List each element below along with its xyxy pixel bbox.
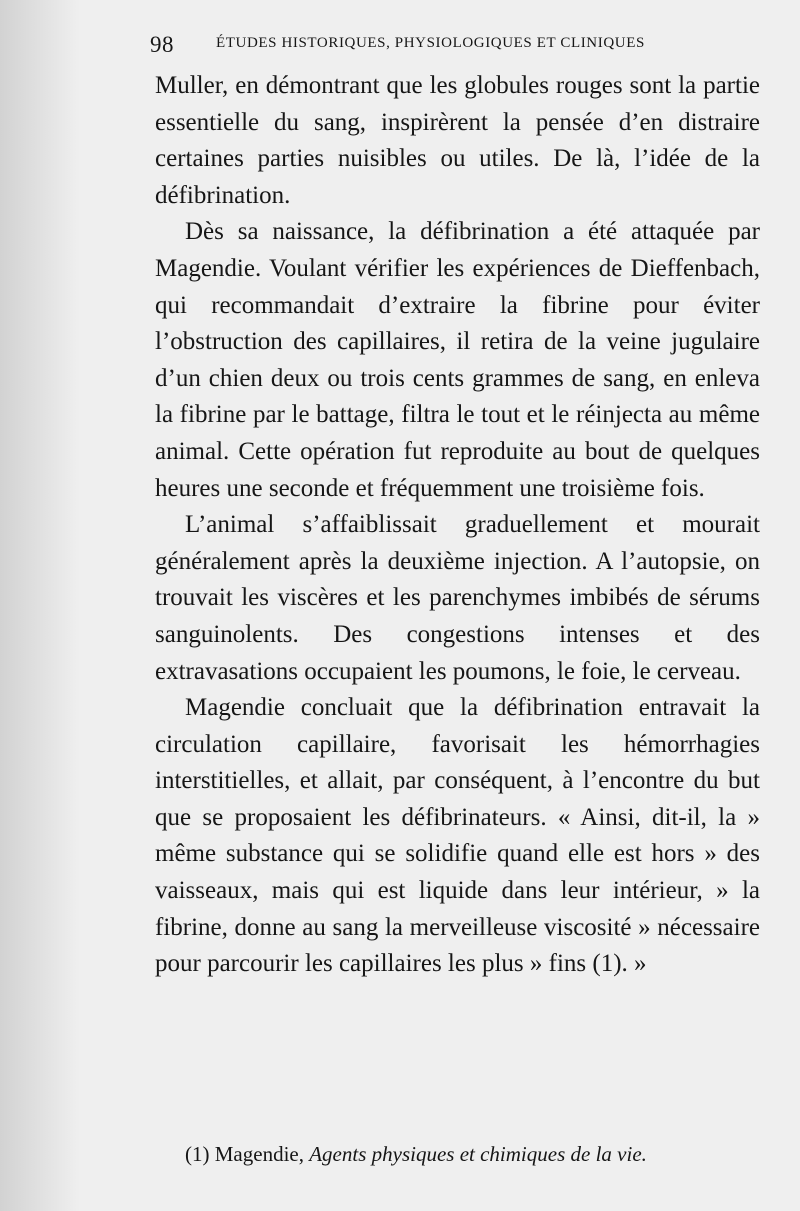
footnote-author: Magendie, bbox=[214, 1142, 304, 1166]
running-title: ÉTUDES HISTORIQUES, PHYSIOLOGIQUES ET CLINIQUES bbox=[216, 35, 645, 51]
paragraph-3: L’animal s’affaiblissait graduellement et mourait généralement après la deuxième injection. A l’autopsie, on trouvait les viscères et les parenchymes imbibés de sérums sanguinolents. Des congestions intenses et des extravasations occupaient les poumons, le foie, le cerveau. bbox=[155, 511, 760, 685]
paragraph-2: Dès sa naissance, la défibrination a été attaquée par Magendie. Voulant vérifier les expériences de Dieffenbach, qui recommandait d’extraire la fibrine pour éviter l’obstruction des capillaires, il retira de la veine jugulaire d’un chien deux ou trois cents grammes de sang, en enleva la fibrine par le battage, filtra le tout et le réinjecta au même animal. Cette opération fut reproduite au bout de quelques heures une seconde et fréquemment une troisième fois. bbox=[155, 218, 760, 502]
footnote-marker: (1) bbox=[185, 1142, 210, 1166]
footnote-title: Agents physiques et chimiques de la vie. bbox=[309, 1142, 647, 1166]
footnote bbox=[185, 1140, 745, 1168]
body-text bbox=[155, 68, 760, 983]
paragraph-1: Muller, en démontrant que les globules rouges sont la partie essentielle du sang, inspirèrent la pensée d’en distraire certaines parties nuisibles ou utiles. De là, l’idée de la défibrination. bbox=[155, 72, 760, 209]
paragraph-4: Magendie concluait que la défibrination entravait la circulation capillaire, favorisait les hémorrhagies interstitielles, et allait, par conséquent, à l’encontre du but que se proposaient les défibrinateurs. « Ainsi, dit-il, la » même substance qui se solidifie quand elle est hors » des vaisseaux, mais qui est liquide dans leur intérieur, » la fibrine, donne au sang la merveilleuse viscosité » nécessaire pour parcourir les capillaires les plus » fins (1). » bbox=[155, 694, 760, 978]
running-header bbox=[150, 32, 760, 62]
page-gutter-shadow bbox=[0, 0, 80, 1211]
page-number: 98 bbox=[150, 32, 174, 57]
